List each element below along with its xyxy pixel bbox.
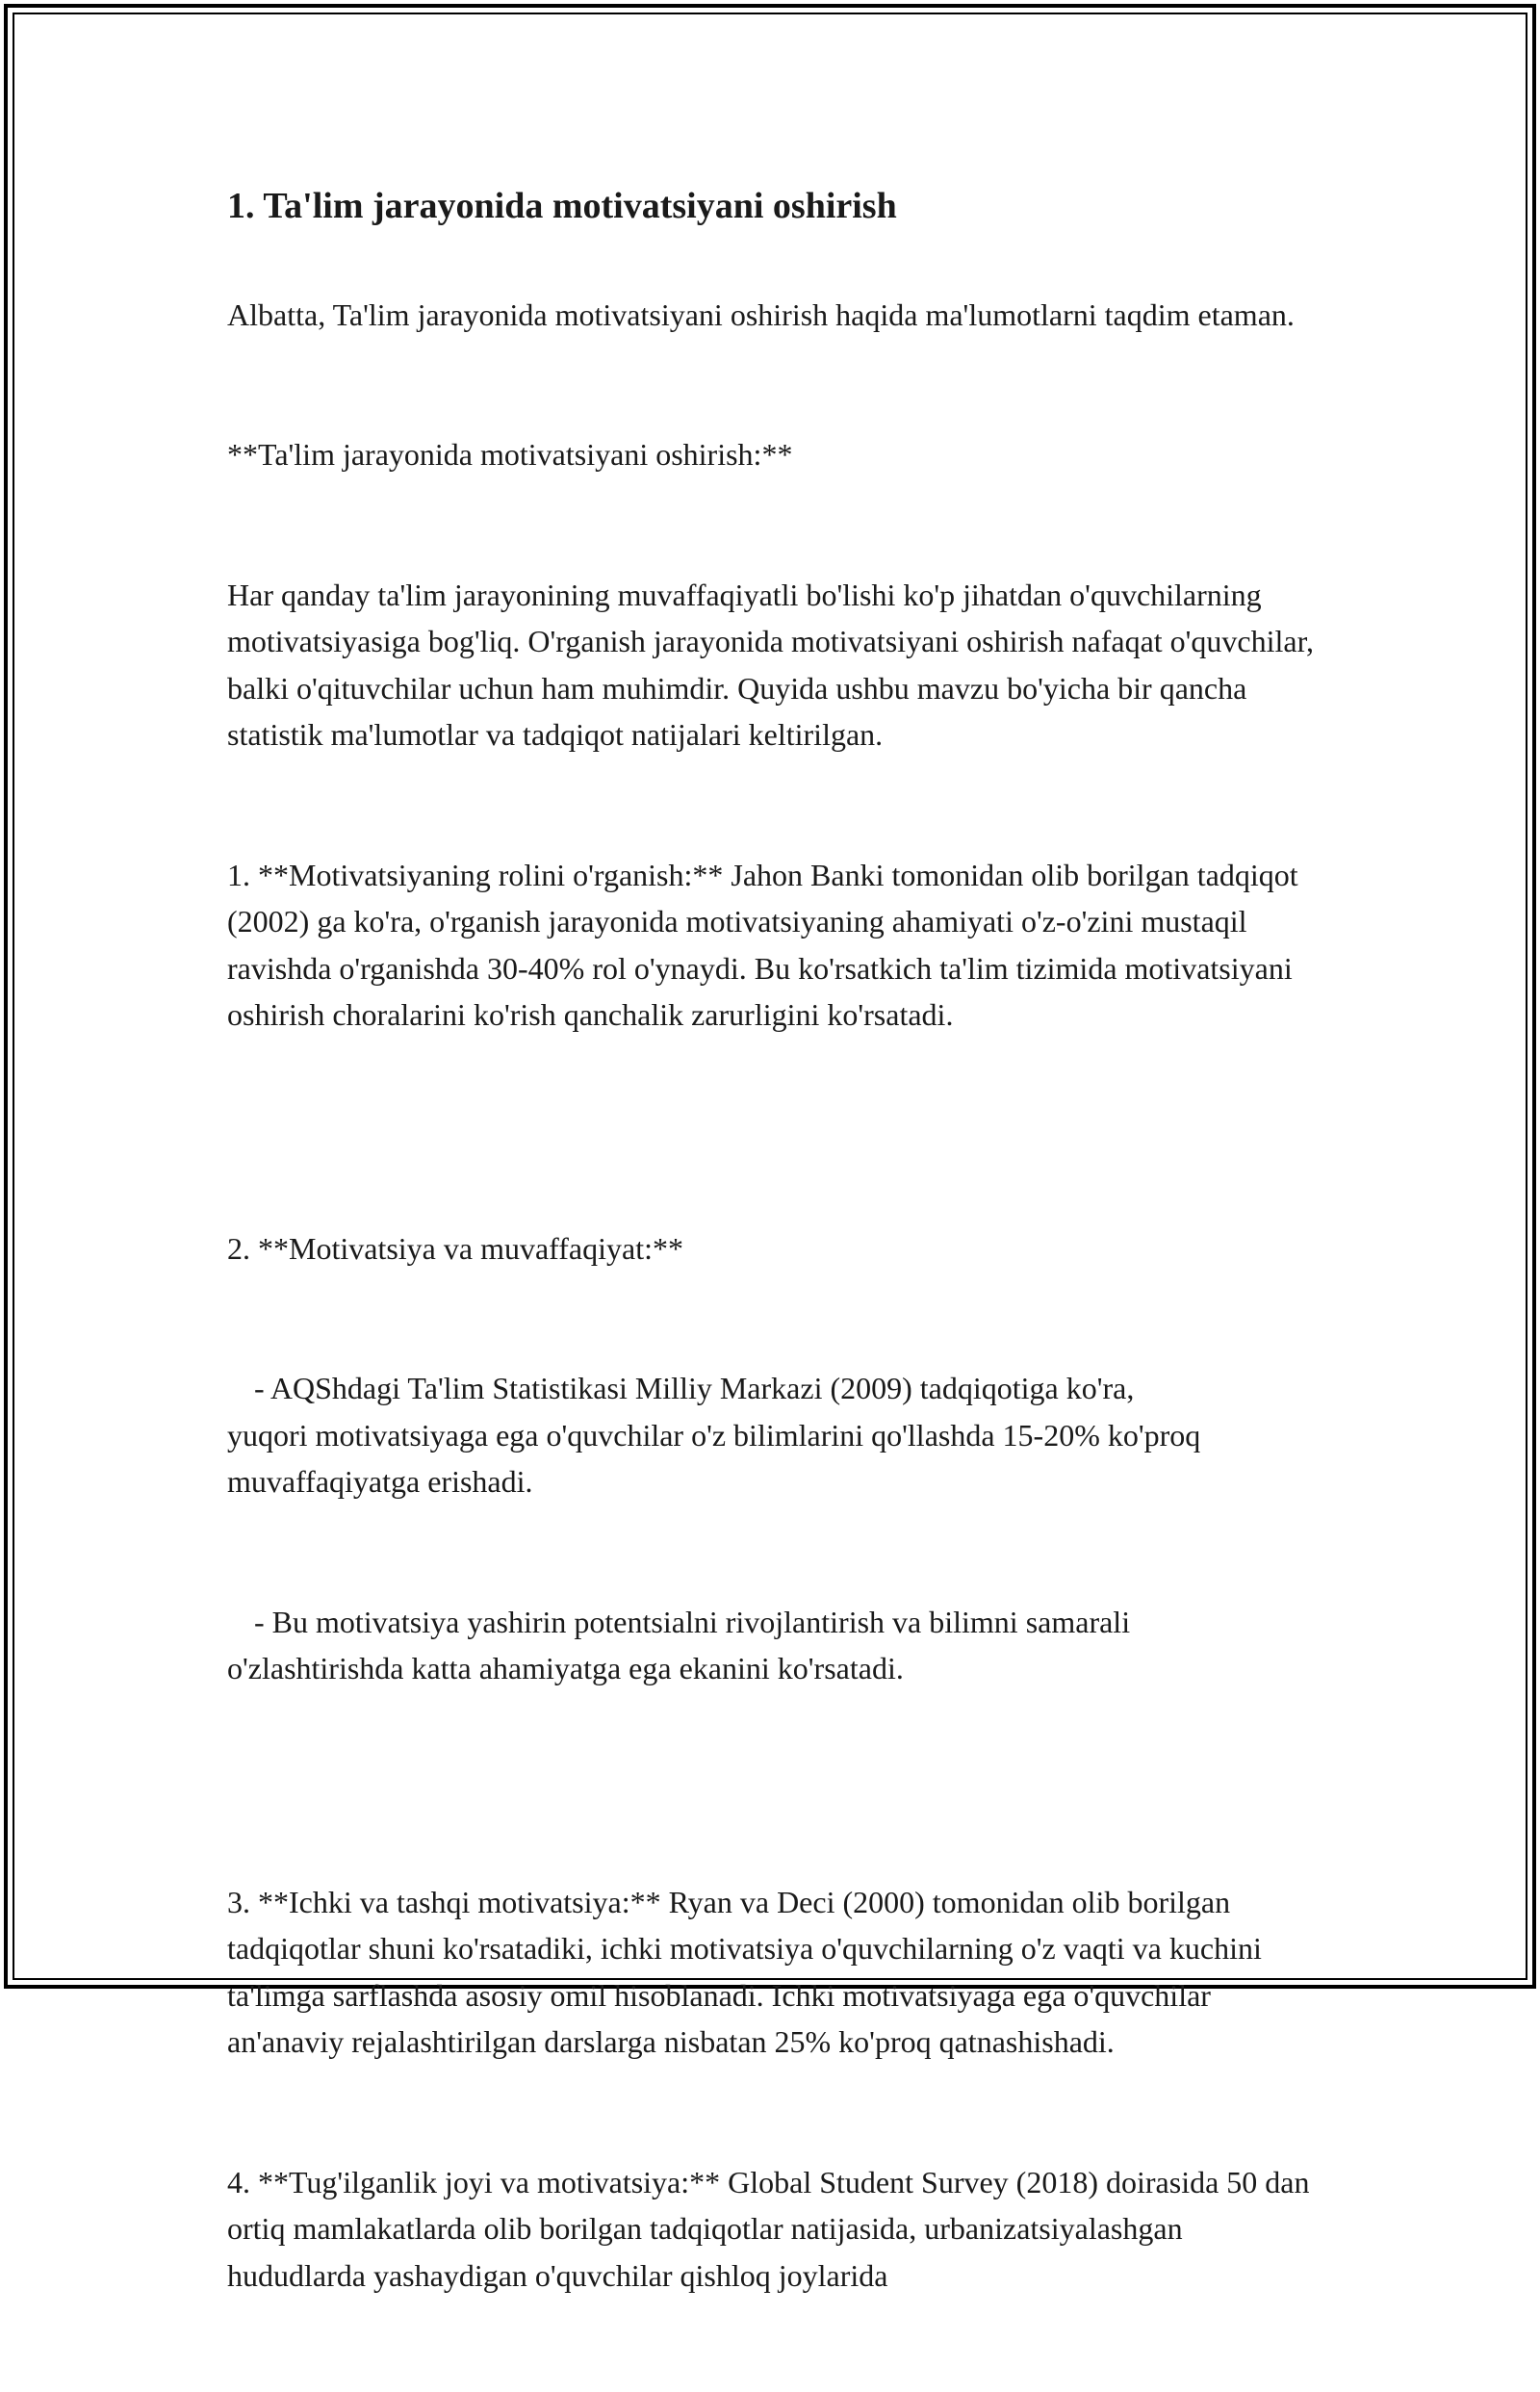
document-title: 1. Ta'lim jarayonida motivatsiyani oshirish (227, 186, 897, 226)
document-content (227, 179, 1315, 2392)
list-item-4: 4. **Tug'ilganlik joyi va motivatsiya:** Global Student Survey (2018) doirasida 50 dan ortiq mamlakatlarda olib borilgan tadqiqotlar natijasida, urbanizatsiyalashgan hududlarda yashaydigan o'quvchilar qishloq joylarida (227, 2164, 1310, 2293)
list-item-2-bullet-1-rest: yuqori motivatsiyaga ega o'quvchilar o'z bilimlarini qo'llashda 15-20% ko'proq muvaffaqiyatga erishadi. (227, 1417, 1201, 1499)
list-item-2-bullet-1-start: - AQShdagi Ta'lim Statistikasi Milliy Markazi (2009) tadqiqotiga ko'ra, (254, 1371, 1135, 1405)
document-body (227, 244, 1315, 2392)
paragraph-1: Har qanday ta'lim jarayonining muvaffaqiyatli bo'lishi ko'p jihatdan o'quvchilarning motivatsiyasiga bog'liq. O'rganish jarayonida motivatsiyani oshirish nafaqat o'quvchilar, balki o'qituvchilar uchun ham muhimdir. Quyida ushbu mavzu bo'yicha bir qancha statistik ma'lumotlar va tadqiqot natijalari keltirilgan. (227, 577, 1314, 752)
list-item-2-bullet-1 (227, 1319, 1315, 1505)
list-item-2 (227, 1178, 1315, 1738)
list-item-1: 1. **Motivatsiyaning rolini o'rganish:** Jahon Banki tomonidan olib borilgan tadqiqot (2002) ga ko'ra, o'rganish jarayonida motivatsiyaning ahamiyati o'z-o'zini mustaqil ravishda o'rganishda 30-40% rol o'ynaydi. Bu ko'rsatkich ta'lim tizimida motivatsiyani oshirish choralarini ko'rish qanchalik zarurligini ko'rsatadi. (227, 857, 1298, 1032)
list-item-3: 3. **Ichki va tashqi motivatsiya:** Ryan va Deci (2000) tomonidan olib borilgan tadqiqotlar shuni ko'rsatadiki, ichki motivatsiya o'quvchilarning o'z vaqti va kuchini ta'limga sarflashda asosiy omil hisoblanadi. Ichki motivatsiyaga ega o'quvchilar an'anaviy rejalashtirilgan darslarga nisbatan 25% ko'proq qatnashishadi. (227, 1884, 1262, 2059)
list-item-2-bullet-2-start: - Bu motivatsiya yashirin potentsialni rivojlantirish va bilimni samarali (254, 1604, 1131, 1639)
intro-paragraph: Albatta, Ta'lim jarayonida motivatsiyani oshirish haqida ma'lumotlarni taqdim etaman. (227, 296, 1295, 332)
subheading-paragraph: **Ta'lim jarayonida motivatsiyani oshirish:** (227, 437, 793, 472)
list-item-2-bullet-2-rest: o'zlashtirishda katta ahamiyatga ega ekanini ko'rsatadi. (227, 1651, 904, 1685)
list-item-2-bullet-2 (227, 1552, 1315, 1692)
list-item-2-heading: 2. **Motivatsiya va muvaffaqiyat:** (227, 1230, 683, 1266)
